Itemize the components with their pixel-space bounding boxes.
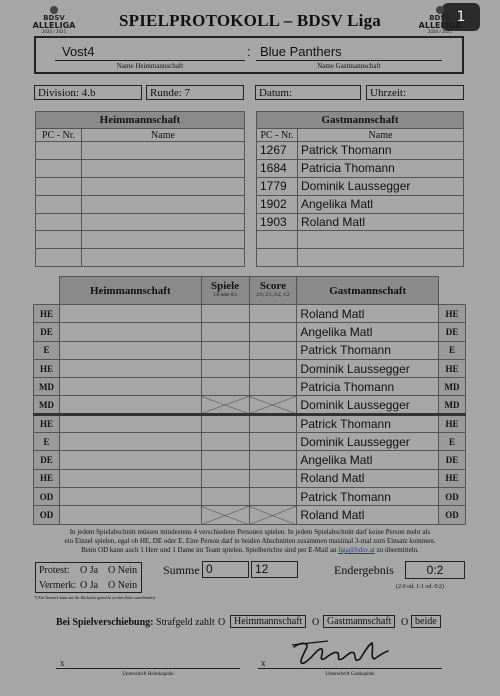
games-corner (34, 277, 60, 305)
rules-line-3-end: zu übermitteln. (374, 546, 419, 554)
division-field[interactable]: Division: 4.b (34, 85, 142, 100)
home-name-cell[interactable] (82, 195, 245, 213)
opt-beide-box[interactable]: beide (411, 615, 441, 628)
game-away-player[interactable]: Roland Matl (297, 305, 439, 323)
games-home-header: Heimmannschaft (59, 277, 201, 305)
spiele-title: Spiele (210, 279, 240, 292)
svg-text:ALLELIGA: ALLELIGA (418, 21, 462, 30)
game-score-cell[interactable] (249, 359, 297, 377)
summe-home-field[interactable]: 0 (202, 561, 249, 578)
home-name-cell[interactable] (82, 231, 245, 249)
opt-gast-box[interactable]: Gastmannschaft (323, 615, 395, 628)
game-score-cell[interactable] (249, 469, 297, 487)
away-pc-cell[interactable]: 1902 (257, 195, 298, 213)
home-pc-cell[interactable] (36, 177, 82, 195)
away-name-cell[interactable] (298, 231, 464, 249)
game-score-cell[interactable] (249, 506, 297, 524)
home-team-name: Vost4 (62, 44, 95, 59)
game-home-player[interactable] (59, 487, 201, 505)
svg-text:BDSV: BDSV (429, 14, 451, 22)
opt-beide-circle[interactable]: O (401, 617, 409, 628)
away-lineup-row (257, 142, 464, 160)
game-row (34, 341, 466, 359)
rules-line-1: In jedem Spielabschnitt müssen mindestens 4 verschiedene Personen spielen. In jedem Spielabschnitt darf keine Person mehr als (69, 528, 431, 536)
game-row (34, 433, 466, 451)
home-col-name: Name (82, 129, 245, 142)
game-type-left: HE (34, 359, 60, 377)
games-score-header (249, 277, 297, 305)
sig-away-x: x (261, 658, 266, 668)
game-home-player[interactable] (59, 323, 201, 341)
vermerk-footnote: *) Ein Vermerk kann auf der Rückseite gemacht werden (bitte zutreffendes) (34, 595, 156, 600)
game-type-left: OD (34, 487, 60, 505)
svg-text:ALLELIGA: ALLELIGA (32, 21, 76, 30)
game-row (34, 506, 466, 524)
score-title: Score (259, 279, 286, 292)
game-away-player[interactable]: Patricia Thomann (297, 378, 439, 396)
home-col-pc: PC - Nr. (36, 129, 82, 142)
game-type-right: MD (439, 378, 466, 396)
spiele-subtitle: 1:0 oder 0:1 (212, 292, 238, 298)
game-score-cell[interactable] (249, 341, 297, 359)
game-home-player[interactable] (59, 414, 201, 432)
game-home-player[interactable] (59, 305, 201, 323)
game-home-player[interactable] (59, 433, 201, 451)
game-home-player[interactable] (59, 341, 201, 359)
rules-line-2: ein Einzel spielen, egal ob HE, DE oder E. Eine Person darf in beiden Abschnitten zusammen maximal 3-mal zum Einsatz kommen. (64, 537, 436, 545)
home-lineup-row (36, 195, 245, 213)
game-spiele-cell[interactable] (201, 506, 249, 524)
game-spiele-cell[interactable] (201, 305, 249, 323)
score-subtitle: 2:0, 2:1, 0:2, 1:2 (256, 292, 290, 298)
game-home-player[interactable] (59, 506, 201, 524)
protest-ja-option[interactable]: O Ja (80, 565, 99, 576)
summe-away-field[interactable]: 12 (251, 561, 298, 578)
away-pc-cell[interactable]: 1903 (257, 213, 298, 231)
rules-line-3-text: Beim OD kann auch 1 Herr und 1 Dame im Team spielen. Spielberichte sind per E-Mail an (81, 546, 339, 554)
game-away-player[interactable]: Dominik Laussegger (297, 433, 439, 451)
game-home-player[interactable] (59, 378, 201, 396)
away-lineup-table (256, 111, 464, 267)
game-score-cell[interactable] (249, 433, 297, 451)
vermerk-ja-option[interactable]: O Ja (80, 580, 99, 591)
home-name-cell[interactable] (82, 142, 245, 160)
verschiebung-text: Strafgeld zahlt (156, 617, 215, 628)
game-type-left: DE (34, 451, 60, 469)
away-col-name: Name (298, 129, 464, 142)
away-lineup-title: Gastmannschaft (257, 112, 464, 129)
game-type-right: HE (439, 469, 466, 487)
away-team-label: Name Gastmannschaft (317, 62, 381, 70)
game-spiele-cell[interactable] (201, 378, 249, 396)
away-name-cell[interactable]: Patrick Thomann (298, 142, 464, 160)
protest-nein-option[interactable]: O Nein (108, 565, 138, 576)
game-score-cell[interactable] (249, 323, 297, 341)
game-away-player[interactable]: Roland Matl (297, 469, 439, 487)
verschiebung-row (56, 617, 215, 628)
home-name-cell[interactable] (82, 249, 245, 267)
datum-field[interactable]: Datum: (255, 85, 361, 100)
game-away-player[interactable]: Dominik Laussegger (297, 359, 439, 377)
protest-label: Protest: (39, 565, 70, 576)
away-pc-cell[interactable] (257, 231, 298, 249)
svg-text:2020 / 2021: 2020 / 2021 (427, 29, 453, 34)
game-type-right: OD (439, 487, 466, 505)
game-row (34, 378, 466, 396)
summe-label: Summe (163, 563, 200, 577)
runde-field[interactable]: Runde: 7 (146, 85, 244, 100)
games-away-header: Gastmannschaft (297, 277, 439, 305)
away-pc-cell[interactable] (257, 249, 298, 267)
home-pc-cell[interactable] (36, 195, 82, 213)
game-spiele-cell[interactable] (201, 414, 249, 432)
rules-note (30, 528, 470, 555)
games-corner-right (439, 277, 466, 305)
away-lineup-row (257, 231, 464, 249)
away-col-pc: PC - Nr. (257, 129, 298, 142)
game-type-left: DE (34, 323, 60, 341)
game-spiele-cell[interactable] (201, 341, 249, 359)
home-pc-cell[interactable] (36, 142, 82, 160)
game-spiele-cell[interactable] (201, 487, 249, 505)
game-away-player[interactable]: Angelika Matl (297, 323, 439, 341)
game-type-left: E (34, 341, 60, 359)
home-lineup-table (35, 111, 245, 267)
away-lineup-row (257, 195, 464, 213)
game-spiele-cell[interactable] (201, 323, 249, 341)
away-name-cell[interactable]: Patricia Thomann (298, 159, 464, 177)
game-row (34, 469, 466, 487)
game-away-player[interactable]: Angelika Matl (297, 451, 439, 469)
away-team-underline (256, 60, 442, 61)
sig-home-line[interactable] (56, 668, 240, 669)
game-row (34, 451, 466, 469)
game-row (34, 305, 466, 323)
home-name-cell[interactable] (82, 213, 245, 231)
game-score-cell[interactable] (249, 487, 297, 505)
game-type-left: MD (34, 378, 60, 396)
game-row (34, 359, 466, 377)
home-lineup-row (36, 213, 245, 231)
game-row (34, 323, 466, 341)
endergebnis-label: Endergebnis (334, 563, 394, 577)
game-type-left: OD (34, 506, 60, 524)
endergebnis-hint: (2:0 od. 1:1 od. 0:2) (396, 584, 444, 590)
home-pc-cell[interactable] (36, 159, 82, 177)
sig-away-label: Unterschrift Gastkapitän (325, 672, 375, 677)
opt-heim-circle[interactable]: O (218, 617, 226, 628)
game-score-cell[interactable] (249, 414, 297, 432)
game-score-cell[interactable] (249, 305, 297, 323)
game-type-right: HE (439, 305, 466, 323)
game-row (34, 396, 466, 414)
home-pc-cell[interactable] (36, 231, 82, 249)
document-title: SPIELPROTOKOLL – BDSV Liga (118, 11, 381, 30)
svg-text:2020 / 2021: 2020 / 2021 (41, 29, 67, 34)
game-home-player[interactable] (59, 451, 201, 469)
game-spiele-cell[interactable] (201, 433, 249, 451)
game-spiele-cell[interactable] (201, 469, 249, 487)
game-type-right: E (439, 341, 466, 359)
game-spiele-cell[interactable] (201, 396, 249, 414)
away-name-cell[interactable] (298, 249, 464, 267)
home-pc-cell[interactable] (36, 213, 82, 231)
home-team-underline (55, 60, 245, 61)
game-score-cell[interactable] (249, 378, 297, 396)
vermerk-nein-option[interactable]: O Nein (108, 580, 138, 591)
game-type-right: OD (439, 506, 466, 524)
game-score-cell[interactable] (249, 396, 297, 414)
game-type-left: MD (34, 396, 60, 414)
game-row (34, 487, 466, 505)
away-name-cell[interactable]: Angelika Matl (298, 195, 464, 213)
away-lineup-row (257, 249, 464, 267)
home-name-cell[interactable] (82, 177, 245, 195)
game-row (34, 414, 466, 432)
game-away-player[interactable]: Patrick Thomann (297, 341, 439, 359)
game-type-left: HE (34, 469, 60, 487)
game-type-right: HE (439, 359, 466, 377)
away-pc-cell[interactable]: 1267 (257, 142, 298, 160)
games-spiele-header (201, 277, 249, 305)
game-home-player[interactable] (59, 469, 201, 487)
away-lineup-row (257, 213, 464, 231)
opt-gast-circle[interactable]: O (312, 617, 320, 628)
game-type-right: MD (439, 396, 466, 414)
opt-heim-box[interactable]: Heimmannschaft (230, 615, 306, 628)
game-type-right: DE (439, 451, 466, 469)
game-type-right: DE (439, 323, 466, 341)
game-away-player[interactable]: Patrick Thomann (297, 487, 439, 505)
email-link[interactable]: liga@bdsv.at (338, 546, 375, 554)
vermerk-label: Vermerk: (39, 580, 77, 591)
sig-home-x: x (60, 658, 65, 668)
game-away-player[interactable]: Patrick Thomann (297, 414, 439, 432)
game-type-left: HE (34, 414, 60, 432)
games-table (33, 276, 466, 525)
game-type-left: E (34, 433, 60, 451)
away-lineup-row (257, 159, 464, 177)
game-away-player[interactable]: Roland Matl (297, 506, 439, 524)
game-spiele-cell[interactable] (201, 451, 249, 469)
away-lineup-row (257, 177, 464, 195)
game-home-player[interactable] (59, 359, 201, 377)
home-lineup-row (36, 142, 245, 160)
page-number-badge: 1 (442, 3, 480, 31)
home-lineup-title: Heimmannschaft (36, 112, 245, 129)
home-name-cell[interactable] (82, 159, 245, 177)
game-type-left: HE (34, 305, 60, 323)
home-pc-cell[interactable] (36, 249, 82, 267)
home-lineup-row (36, 249, 245, 267)
away-pc-cell[interactable]: 1779 (257, 177, 298, 195)
sig-home-label: Unterschrift Heimkapitän (122, 672, 174, 677)
away-pc-cell[interactable]: 1684 (257, 159, 298, 177)
home-team-label: Name Heimmannschaft (116, 62, 184, 70)
game-home-player[interactable] (59, 396, 201, 414)
game-spiele-cell[interactable] (201, 359, 249, 377)
away-name-cell[interactable]: Roland Matl (298, 213, 464, 231)
home-lineup-row (36, 159, 245, 177)
game-away-player[interactable]: Dominik Laussegger (297, 396, 439, 414)
home-lineup-row (36, 177, 245, 195)
rules-line-3 (30, 546, 470, 555)
game-type-right: HE (439, 414, 466, 432)
endergebnis-field[interactable]: 0:2 (405, 561, 465, 579)
verschiebung-label: Bei Spielverschiebung: (56, 617, 154, 628)
away-captain-signature (288, 635, 392, 669)
uhrzeit-field[interactable]: Uhrzeit: (366, 85, 464, 100)
svg-text:BDSV: BDSV (43, 14, 65, 22)
game-score-cell[interactable] (249, 451, 297, 469)
game-type-right: E (439, 433, 466, 451)
away-name-cell[interactable]: Dominik Laussegger (298, 177, 464, 195)
team-separator: : (247, 44, 251, 59)
home-lineup-row (36, 231, 245, 249)
away-team-name: Blue Panthers (260, 44, 342, 59)
